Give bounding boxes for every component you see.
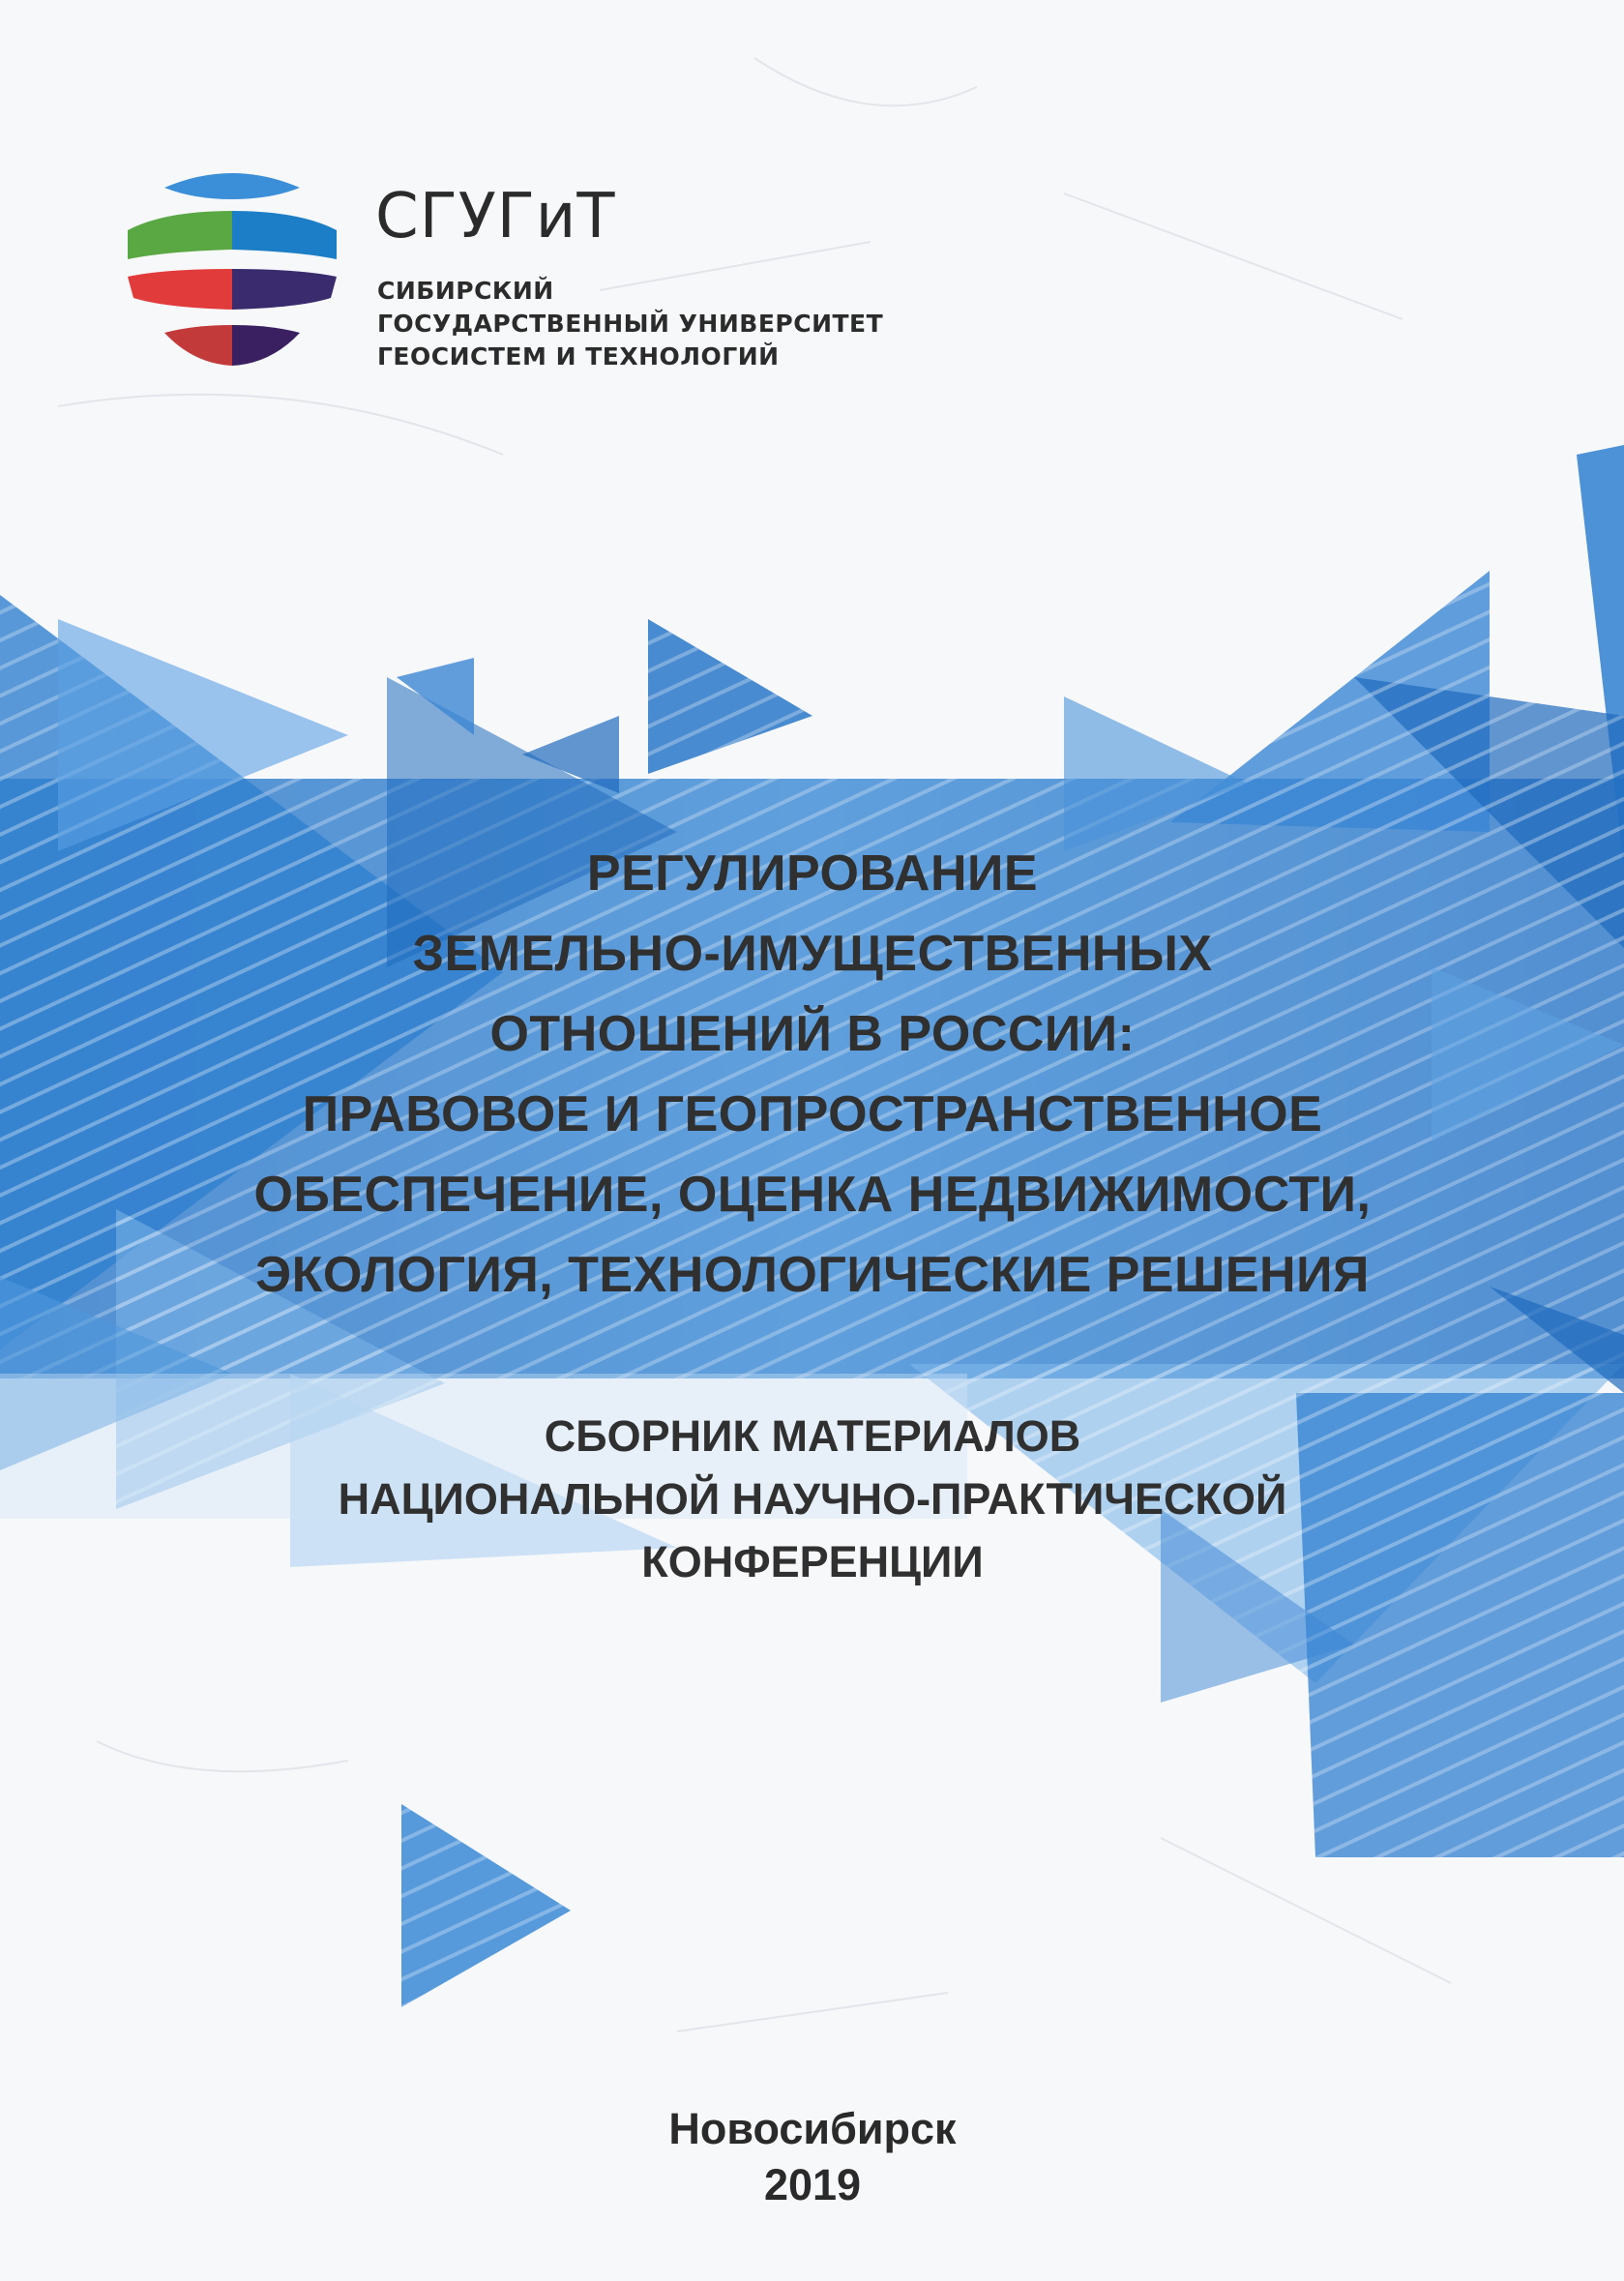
book-title (97, 834, 1528, 1316)
title-line: ЗЕМЕЛЬНО-ИМУЩЕСТВЕННЫХ (412, 926, 1213, 982)
subtitle-line: КОНФЕРЕНЦИИ (641, 1537, 984, 1586)
subtitle-line: СБОРНИК МАТЕРИАЛОВ (544, 1411, 1081, 1461)
university-abbreviation: СГУГиТ (375, 181, 616, 252)
university-logo (126, 163, 996, 385)
university-name-line: СИБИРСКИЙ (377, 277, 554, 305)
subtitle-line: НАЦИОНАЛЬНОЙ НАУЧНО-ПРАКТИЧЕСКОЙ (338, 1474, 1287, 1524)
university-name-line: ГЕОСИСТЕМ И ТЕХНОЛОГИЙ (377, 342, 780, 370)
university-name-line: ГОСУДАРСТВЕННЫЙ УНИВЕРСИТЕТ (377, 310, 884, 338)
university-full-name (377, 275, 883, 373)
imprint (522, 2101, 1103, 2213)
title-line: ОТНОШЕНИЙ В РОССИИ: (489, 1006, 1136, 1062)
imprint-city: Новосибирск (668, 2104, 957, 2153)
imprint-year: 2019 (763, 2160, 862, 2209)
title-line: ОБЕСПЕЧЕНИЕ, ОЦЕНКА НЕДВИЖИМОСТИ, (253, 1167, 1372, 1223)
book-subtitle (97, 1405, 1528, 1593)
title-line: РЕГУЛИРОВАНИЕ (586, 845, 1039, 902)
title-line: ПРАВОВОЕ И ГЕОПРОСТРАНСТВЕННОЕ (302, 1086, 1323, 1142)
globe-logo-icon (126, 163, 339, 375)
title-line: ЭКОЛОГИЯ, ТЕХНОЛОГИЧЕСКИЕ РЕШЕНИЯ (255, 1247, 1370, 1303)
